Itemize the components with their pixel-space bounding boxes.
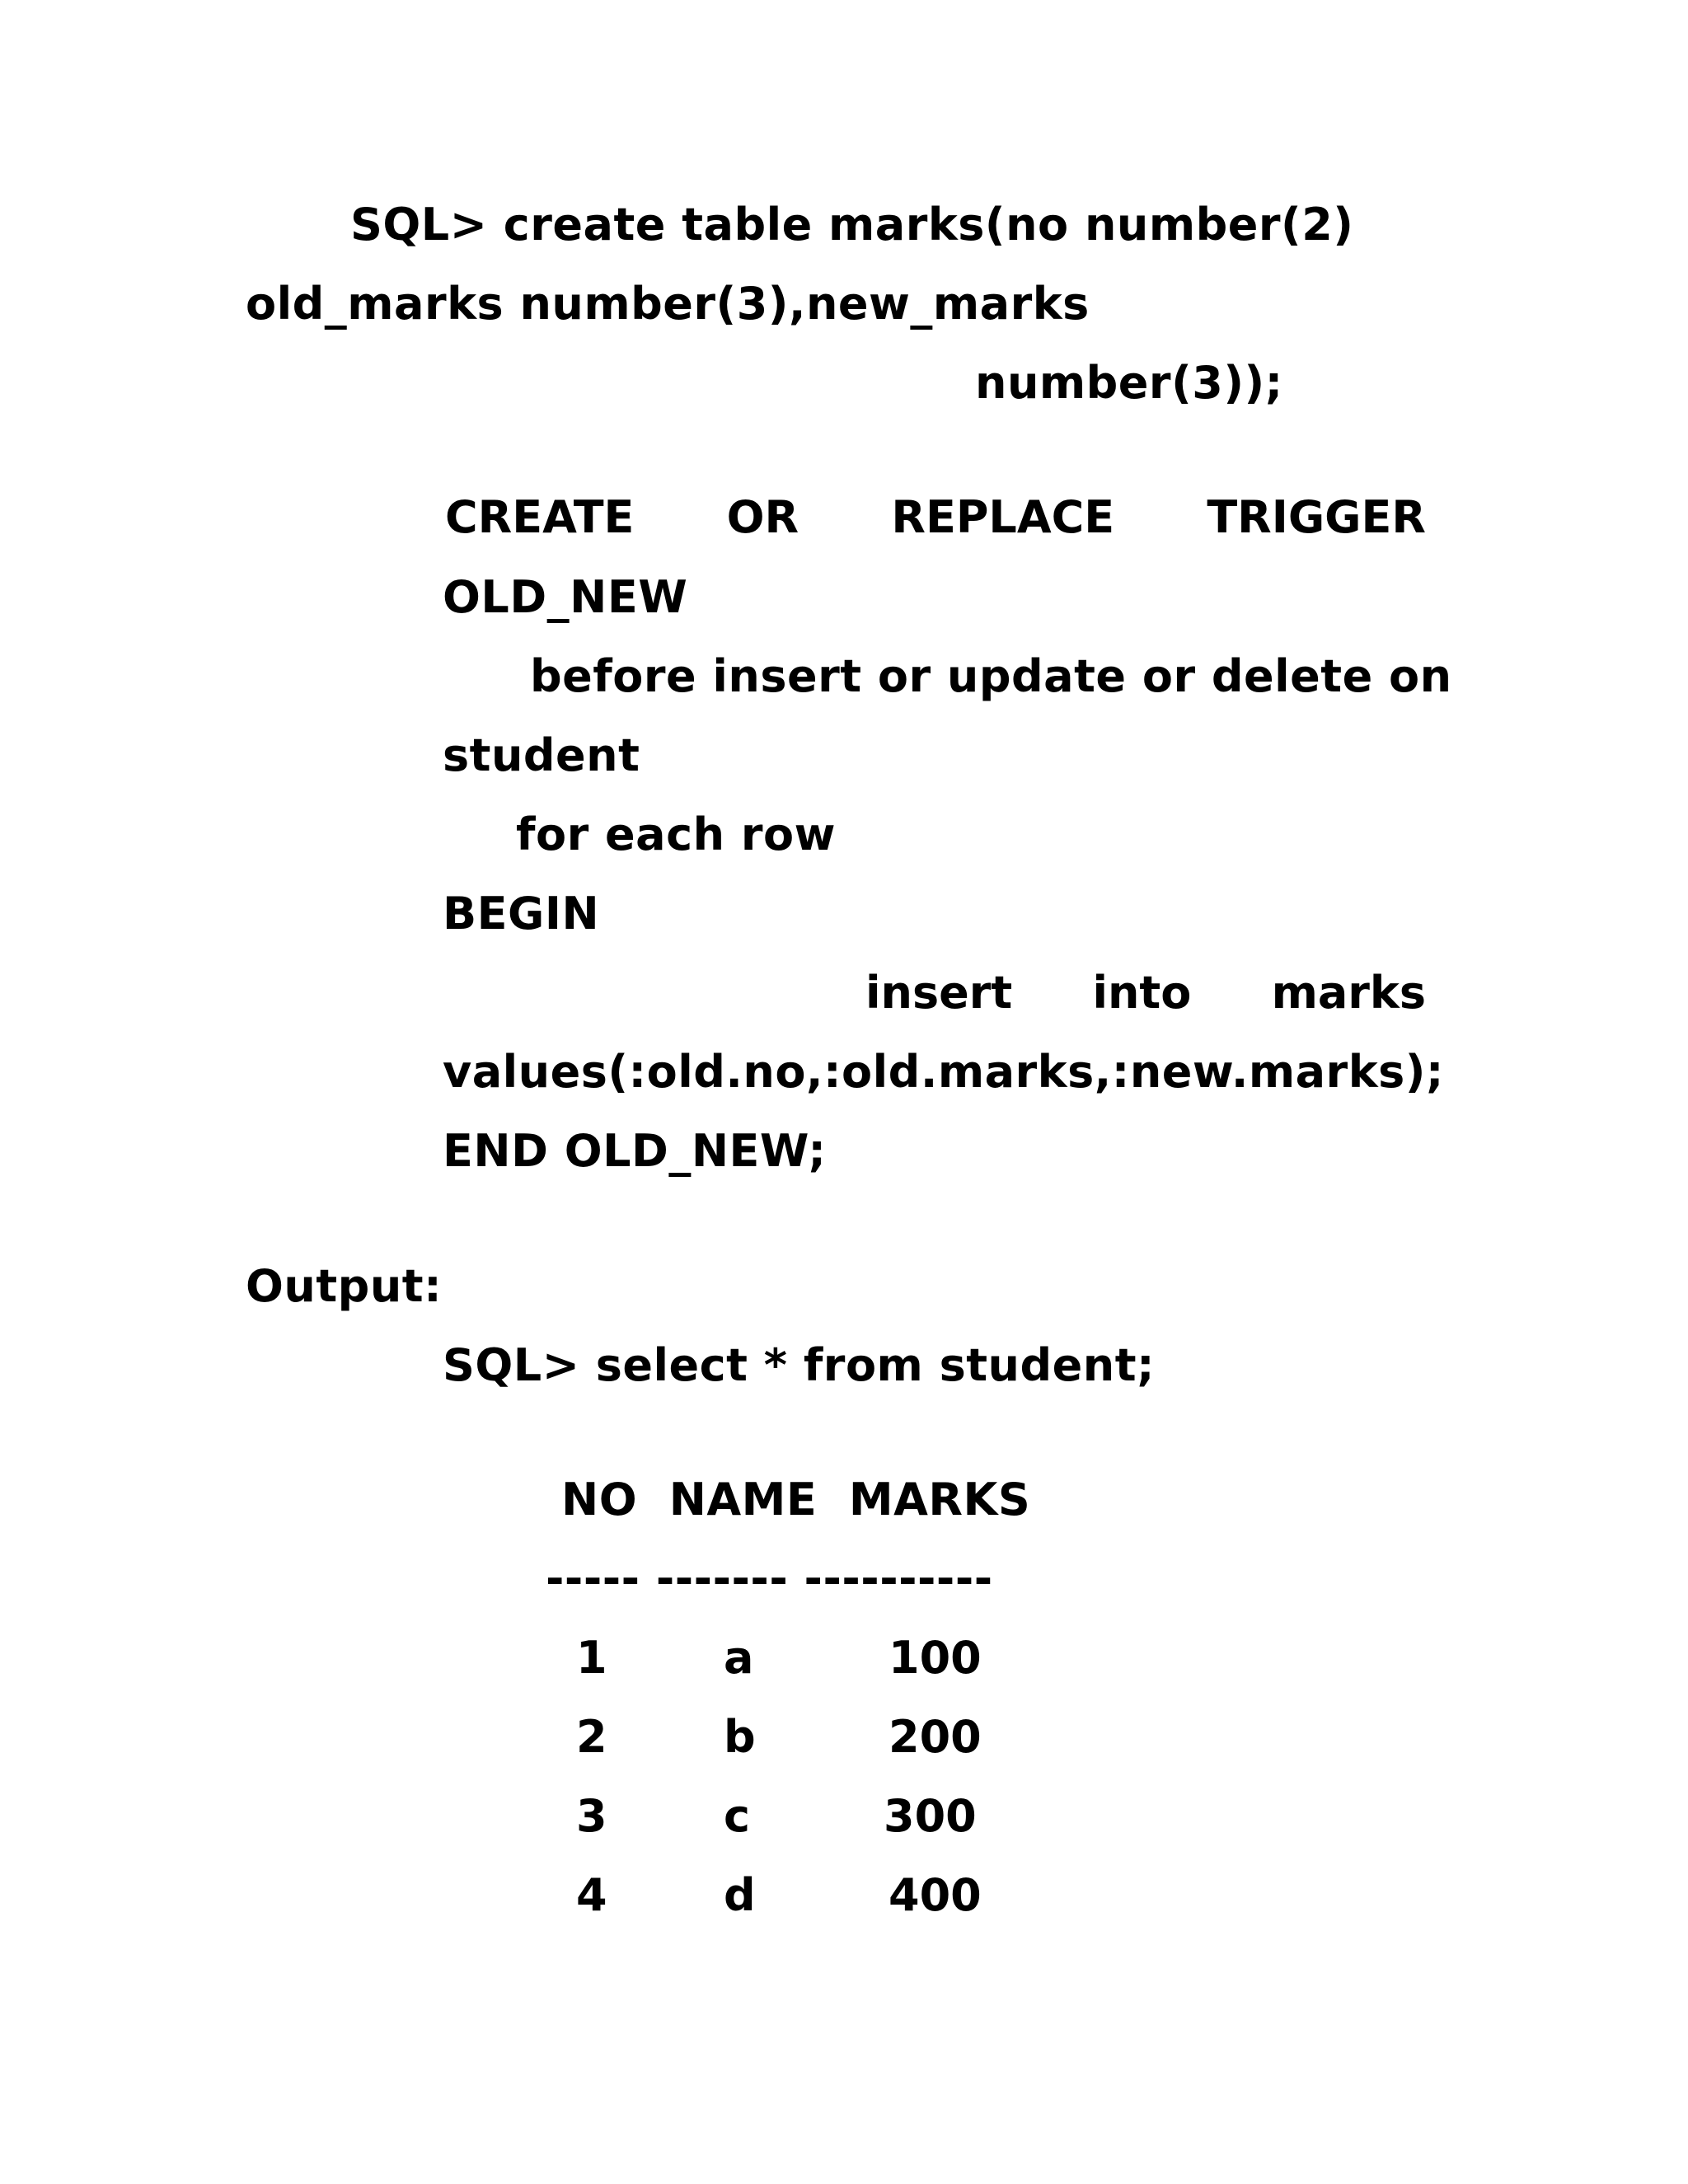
keyword-marks: marks xyxy=(1271,967,1426,1019)
begin-line: BEGIN xyxy=(443,888,600,940)
output-heading: Output: xyxy=(246,1260,443,1312)
result-table-header: NO NAME MARKS xyxy=(561,1474,1031,1526)
row-marks: 200 xyxy=(889,1711,982,1763)
keyword-replace: REPLACE xyxy=(891,491,1115,543)
keyword-into: into xyxy=(1092,967,1192,1019)
create-table-line-1: SQL> create table marks(no number(2) xyxy=(350,199,1354,251)
insert-into-line xyxy=(865,964,1426,1022)
create-table-line-2: old_marks number(3),new_marks xyxy=(246,278,1090,330)
row-no: 2 xyxy=(576,1711,607,1763)
trigger-name-line: OLD_NEW xyxy=(443,571,688,623)
for-each-row-line: for each row xyxy=(516,808,836,860)
keyword-or: OR xyxy=(726,491,799,543)
result-table-separator: ----- ------- ---------- xyxy=(546,1553,993,1605)
trigger-table-line: student xyxy=(443,729,640,781)
trigger-event-line: before insert or update or delete on xyxy=(530,650,1452,702)
row-name: c xyxy=(724,1790,751,1842)
keyword-create: CREATE xyxy=(445,491,635,543)
row-marks: 400 xyxy=(889,1869,982,1921)
create-trigger-line xyxy=(445,489,1426,546)
row-name: d xyxy=(724,1869,756,1921)
keyword-trigger: TRIGGER xyxy=(1207,491,1426,543)
row-no: 3 xyxy=(576,1790,607,1842)
keyword-insert: insert xyxy=(865,967,1013,1019)
end-line: END OLD_NEW; xyxy=(443,1125,827,1177)
values-line: values(:old.no,:old.marks,:new.marks); xyxy=(443,1046,1445,1098)
select-query-line: SQL> select * from student; xyxy=(443,1339,1156,1391)
create-table-line-3: number(3)); xyxy=(975,357,1283,409)
row-no: 4 xyxy=(576,1869,607,1921)
row-marks: 300 xyxy=(884,1790,977,1842)
row-no: 1 xyxy=(576,1632,607,1684)
row-name: b xyxy=(724,1711,756,1763)
row-marks: 100 xyxy=(889,1632,982,1684)
row-name: a xyxy=(724,1632,754,1684)
